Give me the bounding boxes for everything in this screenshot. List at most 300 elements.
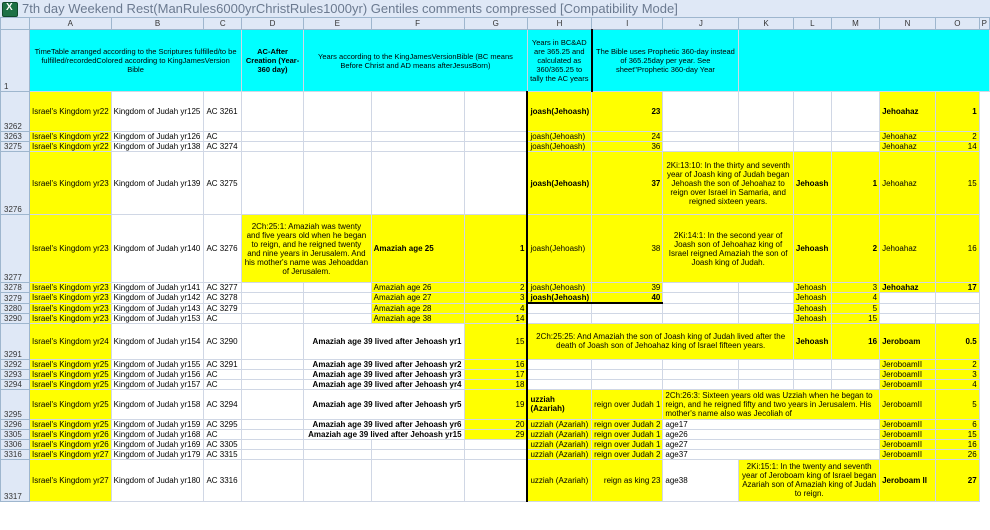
cell[interactable]: Jehoahaz [880, 215, 936, 283]
cell[interactable]: AC 3294 [204, 389, 242, 419]
cell[interactable] [464, 92, 527, 132]
cell[interactable]: 14 [464, 313, 527, 323]
cell[interactable]: 4 [935, 379, 979, 389]
cell[interactable]: Israel's Kingdom yr25 [29, 369, 111, 379]
cell[interactable] [527, 379, 591, 389]
cell[interactable]: Amaziah age 27 [371, 293, 464, 304]
cell[interactable]: Israel's Kingdom yr23 [29, 313, 111, 323]
cell[interactable]: AC 3278 [204, 293, 242, 304]
cell[interactable] [663, 293, 739, 304]
cell[interactable]: age26 [663, 429, 880, 439]
cell[interactable]: JeroboamII [880, 439, 936, 449]
cell[interactable]: Jehoash [793, 303, 831, 313]
cell[interactable]: Israel's Kingdom yr25 [29, 419, 111, 429]
cell[interactable] [242, 359, 304, 369]
cell[interactable]: 16 [831, 323, 879, 359]
row-header[interactable]: 3276 [1, 152, 30, 215]
cell[interactable] [303, 152, 371, 215]
cell[interactable]: JeroboamII [880, 379, 936, 389]
cell[interactable] [464, 449, 527, 459]
cell[interactable]: JeroboamII [880, 369, 936, 379]
cell[interactable] [527, 369, 591, 379]
cell[interactable] [793, 142, 831, 152]
cell[interactable]: Kingdom of Judah yr155 [111, 359, 204, 369]
cell[interactable]: Jeroboam [880, 323, 936, 359]
cell[interactable] [242, 459, 304, 501]
cell[interactable]: 16 [935, 215, 979, 283]
sheet-table[interactable] [0, 17, 990, 502]
cell[interactable]: 2 [935, 359, 979, 369]
cell[interactable] [303, 132, 371, 142]
cell[interactable] [527, 313, 591, 323]
cell[interactable]: Kingdom of Judah yr168 [111, 429, 204, 439]
cell[interactable] [303, 92, 371, 132]
cell[interactable]: Amaziah age 38 [371, 313, 464, 323]
cell[interactable]: Kingdom of Judah yr180 [111, 459, 204, 501]
cell[interactable]: JeroboamII [880, 359, 936, 369]
cell[interactable]: 14 [935, 142, 979, 152]
cell[interactable]: Kingdom of Judah yr125 [111, 92, 204, 132]
cell[interactable] [592, 369, 663, 379]
cell[interactable]: 24 [592, 132, 663, 142]
row-header[interactable]: 3278 [1, 283, 30, 293]
col-header-c[interactable]: C [204, 18, 242, 30]
cell[interactable] [592, 359, 663, 369]
cell[interactable]: AC 3291 [204, 359, 242, 369]
cell[interactable]: Israel's Kingdom yr27 [29, 459, 111, 501]
excel-app-icon[interactable] [2, 2, 18, 17]
cell[interactable]: Amaziah age 28 [371, 303, 464, 313]
cell[interactable]: 3 [935, 369, 979, 379]
cell[interactable] [303, 283, 371, 293]
cell[interactable]: Israel's Kingdom yr22 [29, 92, 111, 132]
cell[interactable]: Jehoahaz [880, 142, 936, 152]
col-header-o[interactable]: O [935, 18, 979, 30]
cell[interactable]: Amaziah age 39 lived after Jehoash yr1 [303, 323, 464, 359]
cell[interactable] [371, 142, 464, 152]
cell[interactable] [663, 359, 739, 369]
cell[interactable]: joash(Jehoash) [527, 152, 591, 215]
cell[interactable] [242, 92, 304, 132]
cell[interactable]: 2 [831, 215, 879, 283]
cell[interactable]: uzziah (Azariah) [527, 449, 591, 459]
cell[interactable] [242, 152, 304, 215]
scripture-note-cell[interactable]: 2Ki:14:1: In the second year of Joash son of Jehoahaz king of Israel reigned Amaziah the son of Joash king of Judah. [663, 215, 794, 283]
col-header-l[interactable]: L [793, 18, 831, 30]
cell[interactable] [464, 439, 527, 449]
cell[interactable]: uzziah (Azariah) [527, 419, 591, 429]
cell[interactable]: 39 [592, 283, 663, 293]
cell[interactable]: Israel's Kingdom yr25 [29, 359, 111, 369]
cell[interactable] [303, 439, 371, 449]
row-header[interactable]: 3262 [1, 92, 30, 132]
row-header[interactable]: 3292 [1, 359, 30, 369]
cell[interactable]: Amaziah age 39 lived after Jehoash yr5 [303, 389, 464, 419]
cell[interactable]: AC 3316 [204, 459, 242, 501]
cell[interactable]: Kingdom of Judah yr154 [111, 323, 204, 359]
scripture-note-cell[interactable]: 2Ki:15:1: In the twenty and seventh year of Jeroboam king of Israel began Azariah son of Amaziah king of Judah to reign. [739, 459, 880, 501]
cell[interactable]: Israel's Kingdom yr25 [29, 389, 111, 419]
cell[interactable] [527, 359, 591, 369]
cell[interactable] [663, 303, 739, 313]
cell[interactable] [464, 142, 527, 152]
cell[interactable] [739, 293, 794, 304]
cell[interactable]: 15 [464, 323, 527, 359]
header-ac-cell[interactable]: AC-After Creation (Year-360 day) [242, 30, 304, 92]
col-header-k[interactable]: K [739, 18, 794, 30]
cell[interactable]: AC 3261 [204, 92, 242, 132]
cell[interactable]: 3 [831, 283, 879, 293]
header-bc-ad-cell[interactable]: Years in BC&AD are 365.25 and calculated as 360/365.25 to tally the AC years [527, 30, 591, 92]
cell[interactable]: uzziah (Azariah) [527, 389, 591, 419]
cell[interactable]: Jeroboam II [880, 459, 936, 501]
cell[interactable]: 15 [831, 313, 879, 323]
col-header-m[interactable]: M [831, 18, 879, 30]
cell[interactable] [371, 439, 464, 449]
cell[interactable]: Israel's Kingdom yr27 [29, 449, 111, 459]
cell[interactable] [739, 283, 794, 293]
cell[interactable]: reign over Judah 2 [592, 419, 663, 429]
header-years-kjv-cell[interactable]: Years according to the KingJamesVersionBible (BC means Before Christ and AD means afterJesusBorn) [303, 30, 527, 92]
cell[interactable]: age17 [663, 419, 880, 429]
cell[interactable]: 29 [464, 429, 527, 439]
cell[interactable]: Jehoash [793, 323, 831, 359]
cell[interactable]: AC 3305 [204, 439, 242, 449]
cell[interactable]: age38 [663, 459, 739, 501]
cell[interactable]: age27 [663, 439, 880, 449]
cell[interactable]: Israel's Kingdom yr24 [29, 323, 111, 359]
scripture-note-cell[interactable]: 2Ch:25:25: And Amaziah the son of Joash king of Judah lived after the death of Joash son of Jehoahaz king of Israel fifteen years. [527, 323, 793, 359]
cell[interactable] [242, 313, 304, 323]
cell[interactable]: 19 [464, 389, 527, 419]
cell[interactable]: 1 [831, 152, 879, 215]
cell[interactable]: JeroboamII [880, 419, 936, 429]
cell[interactable]: joash(Jehoash) [527, 142, 591, 152]
header-blank-cell[interactable] [739, 30, 990, 92]
cell[interactable]: 0.5 [935, 323, 979, 359]
cell[interactable]: 17 [464, 369, 527, 379]
row-header[interactable]: 3291 [1, 323, 30, 359]
cell[interactable]: Kingdom of Judah yr156 [111, 369, 204, 379]
cell[interactable]: Amaziah age 39 lived after Jehoash yr2 [303, 359, 464, 369]
scripture-note-cell[interactable]: 2Ch:25:1: Amaziah was twenty and five years old when he began to reign, and he reigned twenty and nine years in Jerusalem. And his mother's name was Jehoaddan of Jerusalem. [242, 215, 372, 283]
row-header[interactable]: 3296 [1, 419, 30, 429]
cell[interactable]: 4 [464, 303, 527, 313]
col-header-p[interactable]: P [979, 18, 989, 30]
cell[interactable]: AC 3276 [204, 215, 242, 283]
cell[interactable]: 3 [464, 293, 527, 304]
cell[interactable] [464, 132, 527, 142]
row-header[interactable]: 3305 [1, 429, 30, 439]
cell[interactable] [880, 313, 936, 323]
cell[interactable]: AC [204, 132, 242, 142]
cell[interactable]: Kingdom of Judah yr143 [111, 303, 204, 313]
cell[interactable] [592, 313, 663, 323]
row-header[interactable]: 3275 [1, 142, 30, 152]
cell[interactable]: Amaziah age 39 lived after Jehoash yr3 [303, 369, 464, 379]
row-header[interactable]: 3277 [1, 215, 30, 283]
cell[interactable]: Kingdom of Judah yr139 [111, 152, 204, 215]
cell[interactable] [663, 92, 739, 132]
cell[interactable]: Jehoahaz [880, 283, 936, 293]
cell[interactable] [793, 132, 831, 142]
cell[interactable]: reign over Judah 1 [592, 429, 663, 439]
cell[interactable] [592, 379, 663, 389]
cell[interactable]: Jehoahaz [880, 152, 936, 215]
cell[interactable]: Kingdom of Judah yr157 [111, 379, 204, 389]
cell[interactable]: Jehoahaz [880, 92, 936, 132]
col-header-n[interactable]: N [880, 18, 936, 30]
cell[interactable]: 2 [935, 132, 979, 142]
cell[interactable]: joash(Jehoash) [527, 132, 591, 142]
cell[interactable]: 1 [935, 92, 979, 132]
row-header[interactable]: 3295 [1, 389, 30, 419]
cell[interactable]: Kingdom of Judah yr159 [111, 419, 204, 429]
cell[interactable] [831, 92, 879, 132]
cell[interactable] [303, 459, 371, 501]
cell[interactable] [793, 92, 831, 132]
scripture-note-cell[interactable]: 2Ki:13:10: In the thirty and seventh year of Joash king of Judah began Jehoash the son of Jehoahaz to reign over Israel in Samaria, and reigned sixteen years. [663, 152, 794, 215]
cell[interactable]: Kingdom of Judah yr138 [111, 142, 204, 152]
cell[interactable]: Israel's Kingdom yr22 [29, 142, 111, 152]
cell[interactable] [371, 152, 464, 215]
col-header-j[interactable]: J [663, 18, 739, 30]
row-header[interactable]: 3316 [1, 449, 30, 459]
col-header-d[interactable]: D [242, 18, 304, 30]
cell[interactable]: joash(Jehoash) [527, 283, 591, 293]
cell[interactable]: AC 3315 [204, 449, 242, 459]
cell[interactable]: Jehoash [793, 152, 831, 215]
cell[interactable]: 18 [464, 379, 527, 389]
cell[interactable]: Jehoash [793, 283, 831, 293]
cell[interactable] [303, 313, 371, 323]
row-header[interactable]: 3279 [1, 293, 30, 304]
cell[interactable]: Kingdom of Judah yr158 [111, 389, 204, 419]
cell[interactable]: 27 [935, 459, 979, 501]
cell[interactable] [464, 152, 527, 215]
cell[interactable] [793, 369, 831, 379]
cell[interactable]: age37 [663, 449, 880, 459]
cell[interactable] [739, 359, 794, 369]
cell[interactable]: AC [204, 369, 242, 379]
cell[interactable]: AC 3274 [204, 142, 242, 152]
cell[interactable]: AC 3277 [204, 283, 242, 293]
cell[interactable]: 20 [464, 419, 527, 429]
cell[interactable] [527, 303, 591, 313]
cell[interactable]: 4 [831, 293, 879, 304]
cell[interactable]: Kingdom of Judah yr140 [111, 215, 204, 283]
cell[interactable]: joash(Jehoash) [527, 215, 591, 283]
cell[interactable] [663, 313, 739, 323]
cell[interactable] [464, 459, 527, 501]
row-header[interactable]: 3290 [1, 313, 30, 323]
cell[interactable]: 36 [592, 142, 663, 152]
cell[interactable]: uzziah (Azariah) [527, 459, 591, 501]
cell[interactable]: AC 3290 [204, 323, 242, 359]
cell[interactable]: 38 [592, 215, 663, 283]
cell[interactable]: 26 [935, 449, 979, 459]
col-header-f[interactable]: F [371, 18, 464, 30]
cell[interactable] [663, 379, 739, 389]
cell[interactable]: AC 3275 [204, 152, 242, 215]
cell[interactable] [242, 132, 304, 142]
cell[interactable] [303, 449, 371, 459]
cell[interactable] [303, 142, 371, 152]
cell[interactable]: 16 [464, 359, 527, 369]
cell[interactable]: JeroboamII [880, 389, 936, 419]
cell[interactable]: Amaziah age 25 [371, 215, 464, 283]
cell[interactable]: Israel's Kingdom yr23 [29, 283, 111, 293]
cell[interactable] [242, 389, 304, 419]
cell[interactable]: Amaziah age 39 lived after Jehoash yr6 [303, 419, 464, 429]
cell[interactable] [242, 419, 304, 429]
cell[interactable] [663, 132, 739, 142]
cell[interactable]: Israel's Kingdom yr22 [29, 132, 111, 142]
cell[interactable] [831, 369, 879, 379]
cell[interactable] [793, 359, 831, 369]
cell[interactable] [371, 449, 464, 459]
cell[interactable] [739, 379, 794, 389]
cell[interactable] [663, 283, 739, 293]
cell[interactable]: 15 [935, 429, 979, 439]
cell[interactable]: Amaziah age 39 lived after Jehoash yr15 [303, 429, 464, 439]
cell[interactable] [739, 92, 794, 132]
cell[interactable] [371, 459, 464, 501]
cell[interactable]: reign over Judah 1 [592, 439, 663, 449]
spreadsheet-grid[interactable] [0, 17, 990, 530]
cell[interactable] [242, 293, 304, 304]
cell[interactable] [831, 132, 879, 142]
cell[interactable] [242, 303, 304, 313]
header-prophetic-cell[interactable]: The Bible uses Prophetic 360-day instead of 365.25day per year. See sheet"Prophetic 360-day Year [592, 30, 739, 92]
cell[interactable] [935, 293, 979, 304]
cell[interactable] [880, 293, 936, 304]
cell[interactable]: Israel's Kingdom yr23 [29, 303, 111, 313]
cell[interactable]: reign as king 23 [592, 459, 663, 501]
cell[interactable] [663, 142, 739, 152]
cell[interactable]: Israel's Kingdom yr23 [29, 152, 111, 215]
cell[interactable]: uzziah (Azariah) [527, 439, 591, 449]
cell[interactable]: 5 [935, 389, 979, 419]
cell[interactable]: reign over Judah 1 [592, 389, 663, 419]
cell[interactable]: AC 3279 [204, 303, 242, 313]
cell[interactable] [371, 132, 464, 142]
cell[interactable]: 1 [464, 215, 527, 283]
cell[interactable]: Amaziah age 26 [371, 283, 464, 293]
cell[interactable]: AC [204, 379, 242, 389]
cell[interactable]: 40 [592, 293, 663, 304]
cell[interactable] [831, 359, 879, 369]
row-header[interactable]: 3263 [1, 132, 30, 142]
cell[interactable] [935, 313, 979, 323]
cell[interactable]: Israel's Kingdom yr26 [29, 439, 111, 449]
cell[interactable]: Jehoash [793, 215, 831, 283]
select-all-corner[interactable] [1, 18, 30, 30]
row-header[interactable]: 3306 [1, 439, 30, 449]
cell[interactable] [371, 92, 464, 132]
cell[interactable]: uzziah (Azariah) [527, 429, 591, 439]
cell[interactable]: reign over Judah 2 [592, 449, 663, 459]
cell[interactable] [793, 379, 831, 389]
cell[interactable] [242, 449, 304, 459]
cell[interactable]: 5 [831, 303, 879, 313]
cell[interactable] [739, 369, 794, 379]
cell[interactable]: Jehoahaz [880, 132, 936, 142]
cell[interactable] [831, 379, 879, 389]
cell[interactable]: AC [204, 313, 242, 323]
cell[interactable] [663, 369, 739, 379]
cell[interactable]: 2 [464, 283, 527, 293]
cell[interactable] [935, 303, 979, 313]
cell[interactable]: JeroboamII [880, 449, 936, 459]
cell[interactable]: AC [204, 429, 242, 439]
cell[interactable] [739, 142, 794, 152]
cell[interactable]: Kingdom of Judah yr153 [111, 313, 204, 323]
cell[interactable] [242, 429, 304, 439]
cell[interactable]: 23 [592, 92, 663, 132]
cell[interactable] [242, 323, 304, 359]
col-header-e[interactable]: E [303, 18, 371, 30]
cell[interactable]: Kingdom of Judah yr126 [111, 132, 204, 142]
row-header[interactable]: 3317 [1, 459, 30, 501]
cell[interactable]: 6 [935, 419, 979, 429]
cell[interactable]: joash(Jehoash) [527, 92, 591, 132]
cell[interactable] [303, 293, 371, 304]
cell[interactable]: 17 [935, 283, 979, 293]
cell[interactable] [242, 142, 304, 152]
cell[interactable]: Jehoash [793, 313, 831, 323]
cell[interactable]: Amaziah age 39 lived after Jehoash yr4 [303, 379, 464, 389]
col-header-g[interactable]: G [464, 18, 527, 30]
cell[interactable] [880, 303, 936, 313]
cell[interactable] [739, 303, 794, 313]
cell[interactable]: Israel's Kingdom yr25 [29, 379, 111, 389]
col-header-b[interactable]: B [111, 18, 204, 30]
row-header[interactable]: 3293 [1, 369, 30, 379]
row-header[interactable]: 3294 [1, 379, 30, 389]
col-header-i[interactable]: I [592, 18, 663, 30]
cell[interactable]: 37 [592, 152, 663, 215]
cell[interactable] [739, 132, 794, 142]
cell[interactable]: Jehoash [793, 293, 831, 304]
cell[interactable]: Israel's Kingdom yr23 [29, 293, 111, 304]
row-header[interactable]: 1 [1, 30, 30, 92]
cell[interactable] [242, 369, 304, 379]
cell[interactable] [242, 379, 304, 389]
cell[interactable]: joash(Jehoash) [527, 293, 591, 304]
col-header-a[interactable]: A [29, 18, 111, 30]
col-header-h[interactable]: H [527, 18, 591, 30]
cell[interactable] [242, 439, 304, 449]
cell[interactable]: AC 3295 [204, 419, 242, 429]
cell[interactable]: Kingdom of Judah yr142 [111, 293, 204, 304]
row-header[interactable]: 3280 [1, 303, 30, 313]
cell[interactable] [303, 303, 371, 313]
header-timetable-cell[interactable]: TimeTable arranged according to the Scriptures fulfilled/to be fulfilled/recordedColored according to KingJamesVersion Bible [29, 30, 241, 92]
cell[interactable]: Israel's Kingdom yr23 [29, 215, 111, 283]
cell[interactable]: Kingdom of Judah yr179 [111, 449, 204, 459]
cell[interactable] [242, 283, 304, 293]
cell[interactable]: JeroboamII [880, 429, 936, 439]
cell[interactable]: Israel's Kingdom yr26 [29, 429, 111, 439]
cell[interactable] [739, 313, 794, 323]
cell[interactable]: 15 [935, 152, 979, 215]
cell[interactable]: 16 [935, 439, 979, 449]
cell[interactable]: Kingdom of Judah yr169 [111, 439, 204, 449]
cell[interactable] [592, 303, 663, 313]
cell[interactable]: Kingdom of Judah yr141 [111, 283, 204, 293]
cell[interactable] [831, 142, 879, 152]
